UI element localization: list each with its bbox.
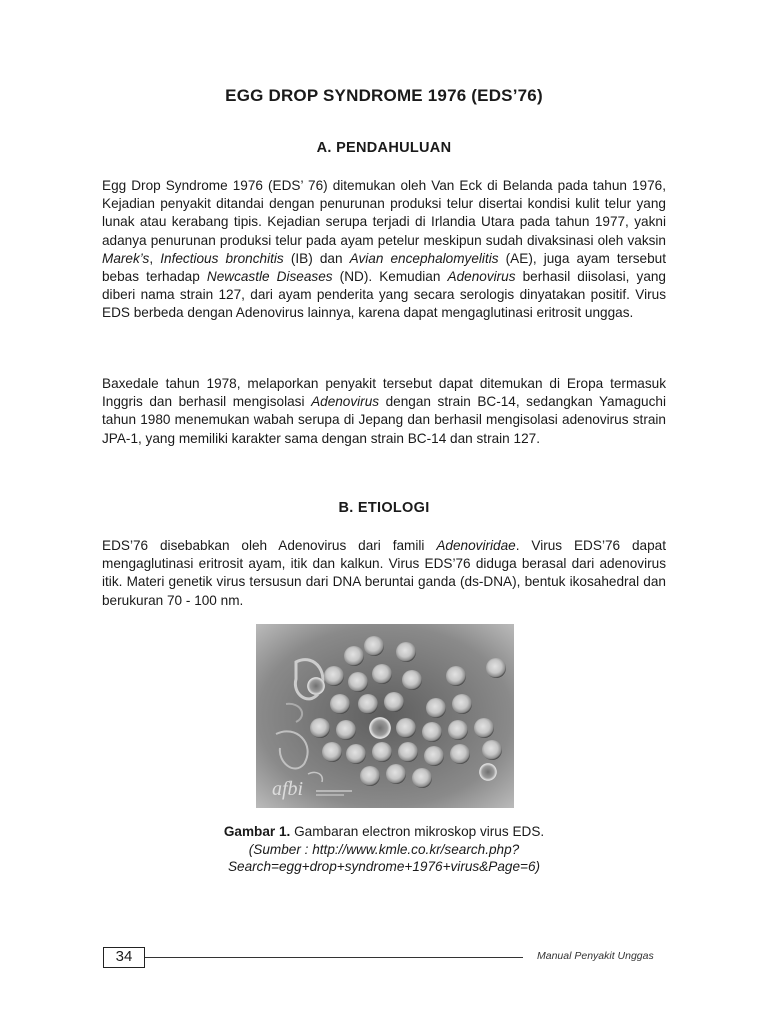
paragraph-etiologi [102, 537, 666, 610]
italic-term: Avian encephalomyelitis [349, 250, 499, 266]
section-heading-etiologi: B. ETIOLOGI [338, 500, 430, 516]
figure-caption-text: Gambaran electron mikroskop virus EDS. [290, 824, 545, 839]
text-run: EDS’76 disebabkan oleh Adenovirus dari famili [102, 538, 437, 553]
italic-term: Marek’s [102, 250, 150, 266]
paragraph-pendahuluan-1 [102, 177, 666, 323]
italic-term: Adenovirus [447, 269, 516, 285]
footer-book-title: Manual Penyakit Unggas [537, 950, 654, 962]
text-run: dengan strain BC-14, sedangkan Yamaguchi tahun 1980 menemukan wabah serupa di Jepang dan berhasil mengisolasi adenovirus strain JPA-1, yang memiliki karakter sama dengan strain BC-14 dan strain 127. [102, 394, 666, 446]
text-run: (ND). Kemudian [332, 269, 448, 285]
italic-term: Adenoviridae [436, 538, 516, 553]
figure-caption [100, 823, 668, 876]
text-run: . Virus EDS’76 dapat mengaglutinasi eritrosit ayam, itik dan kalkun. Virus EDS’76 diduga berasal dari adenovirus itik. Materi genetik virus tersusun dari DNA beruntai ganda (ds-DNA), bentuk ikosahedral dan berukuran 70 - 100 nm. [102, 538, 666, 608]
figure-watermark: afbi [272, 778, 304, 800]
page-number: 34 [103, 947, 145, 968]
electron-micrograph-figure [256, 624, 514, 808]
text-run: , [149, 250, 161, 266]
text-run: Egg Drop Syndrome 1976 (EDS’ 76) ditemukan oleh Van Eck di Belanda pada tahun 1976, Kejadian penyakit ditandai dengan penurunan produksi telur disertai kondisi kulit telur yang lunak atau kerabang tipis. Kejadian serupa terjadi di Irlandia Utara pada tahun 1977, yakni adanya penurunan produksi telur pada ayam petelur meskipun sudah divaksinasi oleh vaksin [102, 178, 666, 248]
section-heading-pendahuluan: A. PENDAHULUAN [316, 140, 452, 156]
italic-term: Adenovirus [311, 394, 380, 410]
text-run: berhasil diisolasi, yang diberi nama strain 127, dari ayam penderita yang secara serologis dinyatakan positif. Virus EDS berbeda dengan Adenovirus lainnya, karena dapat mengaglutinasi eritrosit unggas. [102, 269, 666, 321]
italic-term: Infectious bronchitis [160, 250, 284, 266]
text-run: Baxedale tahun 1978, melaporkan penyakit tersebut dapat ditemukan di Eropa termasuk Inggris dan berhasil mengisolasi [102, 376, 666, 410]
virus-micrograph-image [256, 624, 514, 808]
figure-caption-label: Gambar 1. [223, 824, 291, 839]
text-run: (AE), juga ayam tersebut bebas terhadap [102, 250, 666, 285]
figure-caption-source: (Sumber : http://www.kmle.co.kr/search.php?Search=egg+drop+syndrome+1976+virus&Page=6) [227, 841, 541, 874]
italic-term: Newcastle Diseases [206, 269, 333, 285]
footer-divider [145, 957, 523, 958]
document-title: EGG DROP SYNDROME 1976 (EDS’76) [225, 86, 543, 105]
text-run: (IB) dan [283, 250, 350, 266]
paragraph-pendahuluan-2 [102, 375, 666, 448]
